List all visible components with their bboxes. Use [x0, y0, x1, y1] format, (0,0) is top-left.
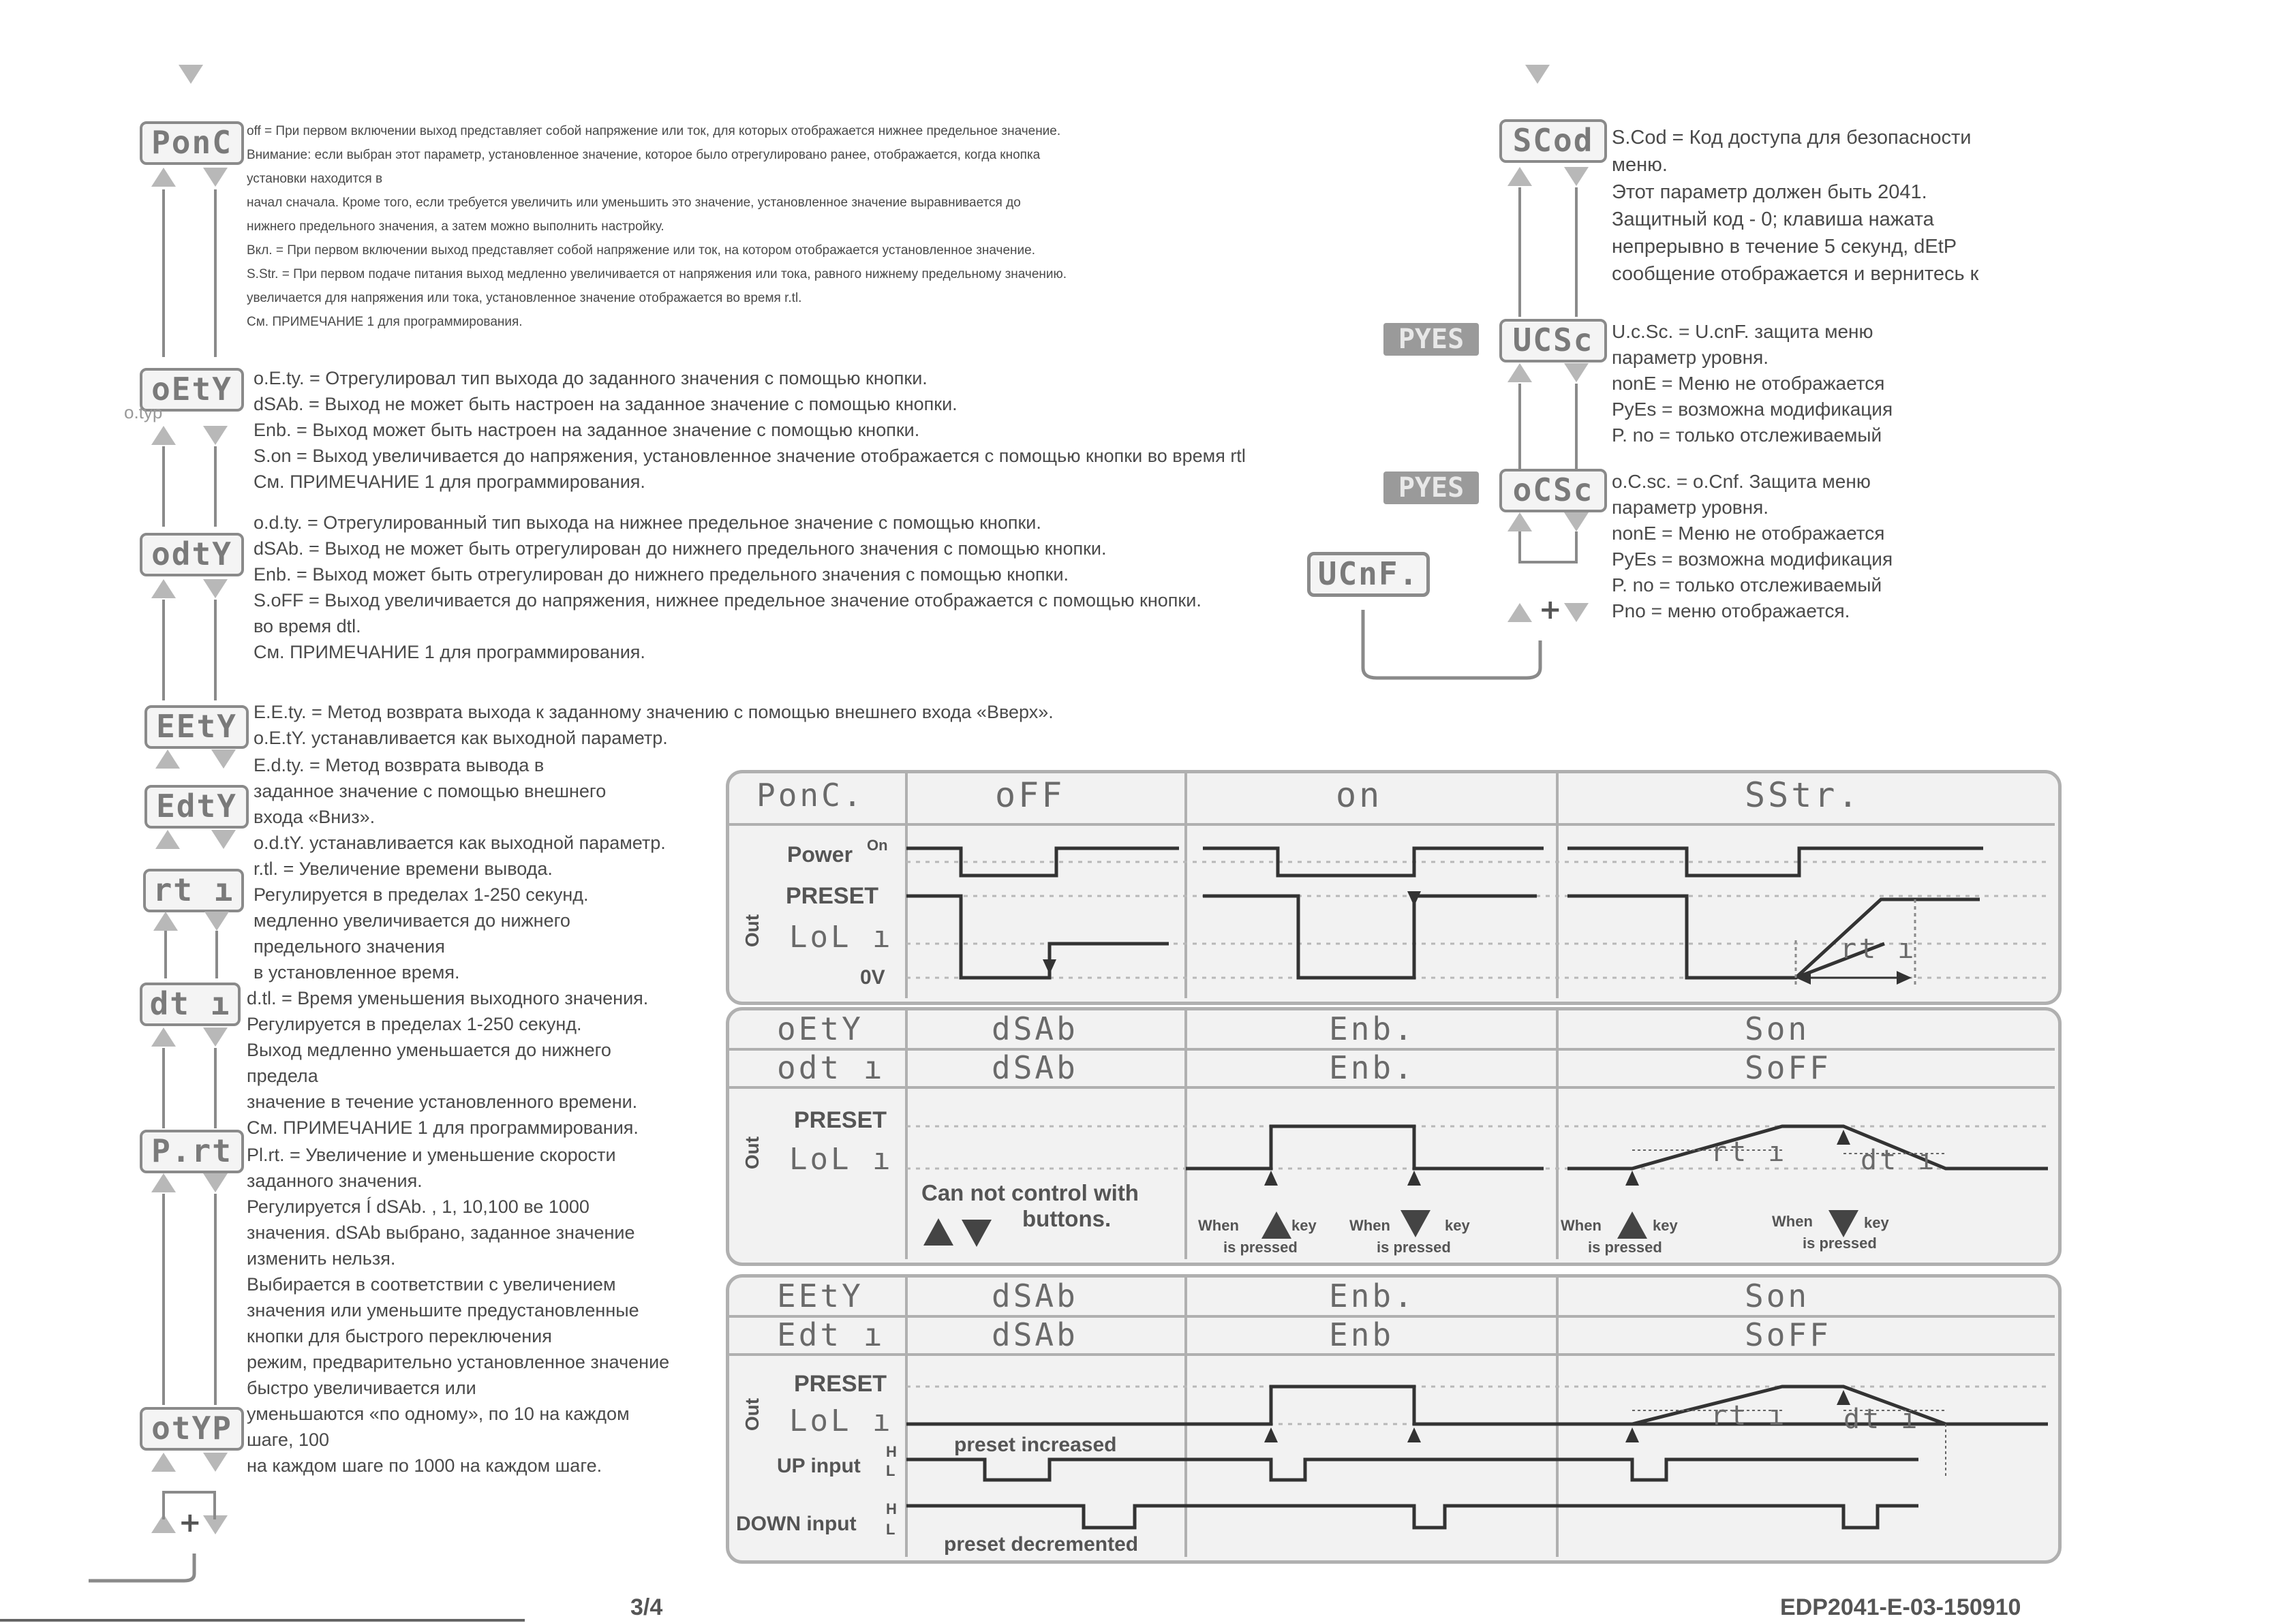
cannot-control-label: Can not control with	[921, 1180, 1139, 1205]
up-arrow-icon	[151, 1027, 176, 1047]
flow-line	[162, 1194, 165, 1405]
down-arrow-icon	[203, 579, 228, 598]
preset-increased-label: preset increased	[954, 1434, 1117, 1456]
rt-marker-label: rt ı	[1840, 933, 1917, 965]
out-axis-label: Out	[741, 914, 763, 948]
up-input-label: UP input	[777, 1455, 861, 1477]
flow-line	[1518, 384, 1521, 471]
up-arrow-icon	[1507, 363, 1532, 382]
rti-description: r.tl. = Увеличение времени вывода. Регулируется в пределах 1-250 секунд. медленно увеличивается до нижнего предельного значения в установленное время.	[254, 859, 589, 983]
flow-line	[215, 931, 218, 978]
preset-label: PRESET	[794, 1371, 887, 1397]
display-rti: rt ı	[143, 869, 244, 912]
lol-label: LoL ı	[789, 1142, 893, 1177]
page-number: 3/4	[630, 1594, 663, 1620]
low-label: L	[886, 1462, 896, 1479]
flow-line	[214, 446, 217, 527]
up-arrow-icon	[151, 168, 176, 187]
panel2-row1-c3: SoFF	[1745, 1049, 1831, 1086]
panel2-row0-c0: oEtY	[777, 1010, 863, 1047]
panel2-row0-c2: Enb.	[1329, 1010, 1415, 1047]
flow-line	[1575, 187, 1578, 317]
down-arrow-icon	[1564, 603, 1589, 622]
key-label: key	[1864, 1214, 1889, 1231]
panel3-row0-c0: EEtY	[777, 1278, 863, 1314]
when-label: When	[1772, 1213, 1813, 1230]
return-loop-line	[82, 1479, 286, 1588]
eety-description: E.E.ty. = Метод возврата выхода к заданному значению с помощью внешнего входа «Вверх». o.E.tY. устанавливается как выходной параметр.	[254, 702, 1054, 748]
display-ucnf: UCnF.	[1307, 552, 1430, 597]
preset-decremented-label: preset decremented	[944, 1533, 1139, 1556]
panel3-row0-c1: dSAb	[992, 1278, 1078, 1314]
return-loop-line	[1349, 610, 1567, 685]
out-axis-label: Out	[741, 1136, 763, 1170]
plus-icon: +	[179, 1507, 202, 1539]
panel3-row0-c3: Son	[1745, 1278, 1810, 1314]
odty-description: o.d.ty. = Отрегулированный тип выхода на нижнее предельное значение с помощью кнопки. dSAb. = Выход не может быть отрегулирован до нижнего предельного значения с помощью кнопки. Enb. = Выход может быть отрегулирован до нижнего предельного значения с помощью кнопки. S.oFF = Выход увеличивается до напряжения, нижнее предельное значение отображается с помощью кнопки. во время dtl. См. ПРИМЕЧАНИЕ 1 для программирования.	[254, 512, 1201, 662]
dti-description: d.tl. = Время уменьшения выходного значения. Регулируется в пределах 1-250 секунд. Выход медленно уменьшается до нижнего предела значение в течение установленного времени. См. ПРИМЕЧАНИЕ 1 для программирования.	[247, 988, 649, 1138]
panel2-row1-c1: dSAb	[992, 1049, 1078, 1086]
rt-marker-label: rt ı	[1711, 1137, 1788, 1168]
side-note: o.typ	[124, 402, 163, 422]
panel3-row1-c0: Edt ı	[777, 1316, 885, 1353]
key-label: key	[1445, 1217, 1470, 1234]
panel1-header-1: oFF	[995, 775, 1065, 815]
panel2-row1-c2: Enb.	[1329, 1049, 1415, 1086]
document-code: EDP2041-E-03-150910	[1780, 1594, 2021, 1620]
panel1-header-2: on	[1336, 775, 1383, 815]
lol-label: LoL ı	[789, 1404, 893, 1438]
display-pirt: P.rt	[140, 1130, 244, 1173]
display-ucsc: UCSc	[1499, 319, 1607, 362]
display-odty: odtY	[140, 533, 244, 576]
panel2-row0-c1: dSAb	[992, 1010, 1078, 1047]
edty-description: E.d.ty. = Метод возврата вывода в заданное значение с помощью внешнего входа «Вниз». o.d.tY. устанавливается как выходной параметр.	[254, 755, 666, 853]
ponc-timing-diagram	[726, 770, 2062, 1005]
lol-label: LoL ı	[789, 920, 893, 955]
preset-label: PRESET	[786, 883, 879, 909]
down-arrow-icon	[1564, 167, 1589, 186]
high-label: H	[886, 1500, 897, 1517]
flow-line	[162, 189, 165, 357]
display-ocsc: oCSc	[1499, 469, 1607, 512]
display-eety: EEtY	[144, 705, 249, 749]
pressed-label: is pressed	[1588, 1239, 1662, 1256]
key-label: key	[1291, 1217, 1317, 1234]
down-input-label: DOWN input	[736, 1513, 857, 1535]
flow-line	[214, 1194, 217, 1405]
high-label: H	[886, 1443, 897, 1460]
down-arrow-icon	[203, 1453, 228, 1472]
scod-description: S.Cod = Код доступа для безопасности меню. Этот параметр должен быть 2041. Защитный код - 0; клавиша нажата непрерывно в течение 5 секунд, dEtP сообщение отображается и вернитесь к	[1612, 127, 1979, 285]
flow-line	[214, 1048, 217, 1128]
panel1-header-3: SStr.	[1745, 775, 1861, 815]
up-arrow-icon	[153, 912, 178, 931]
footer-rule	[0, 1619, 525, 1622]
panel3-row1-c1: dSAb	[992, 1316, 1078, 1353]
down-arrow-icon	[203, 168, 228, 187]
flow-line	[164, 931, 167, 978]
preset-label: PRESET	[794, 1107, 887, 1133]
pressed-label: is pressed	[1377, 1239, 1451, 1256]
down-arrow-icon	[179, 65, 203, 84]
down-arrow-icon	[203, 426, 228, 445]
panel2-row0-c3: Son	[1745, 1010, 1810, 1047]
pyes-tag: PYES	[1383, 323, 1479, 356]
down-arrow-icon	[211, 830, 236, 849]
up-arrow-icon	[155, 749, 180, 769]
pirt-description: Pl.rt. = Увеличение и уменьшение скорости заданного значения. Регулируется Í dSAb. , 1, 10,100 ве 1000 значения. dSAb выбрано, заданное значение изменить нельзя. Выбирается в соответствии с увеличением значения или уменьшите предустановленные кнопки для быстрого переключения режим, предварительно установленное значение быстро увеличивается или уменьшаются «по одному», по 10 на каждом шаге, 100 на каждом шаге по 1000 на каждом шаге.	[247, 1145, 670, 1476]
dt-marker-label: dt ı	[1843, 1404, 1920, 1435]
up-arrow-icon	[151, 579, 176, 598]
down-arrow-icon	[211, 749, 236, 769]
rt-marker-label: rt ı	[1711, 1400, 1788, 1432]
dt-marker-label: dt ı	[1861, 1145, 1938, 1176]
when-label: When	[1561, 1217, 1602, 1234]
up-arrow-icon	[151, 1173, 176, 1192]
down-arrow-icon	[204, 912, 229, 931]
ucsc-description: U.c.Sc. = U.cnF. защита меню параметр уровня. nonE = Меню не отображается PyEs = возможна модификация P. no = только отслеживаемый	[1612, 321, 1893, 446]
up-arrow-icon	[151, 426, 176, 445]
flow-line	[1575, 384, 1578, 471]
ponc-description: off = При первом включении выход представляет собой напряжение или ток, для которых отображается нижнее предельное значение. Внимание: если выбран этот параметр, установленное значение, которое было отрегулировано ранее, отображается, когда кнопка установки находится в начал сначала. Кроме того, если требуется увеличить или уменьшить это значение, установленное значение выравнивается до нижнего предельного значения, а затем можно выполнить настройку. Вкл. = При первом включении выход представляет собой напряжение или ток, на котором отображается установленное значение. S.Str. = При первом подаче питания выход медленно увеличивается от напряжения или тока, равного нижнему предельному значению. увеличается для напряжения или тока, установленное значение отображается во время r.tl. См. ПРИМЕЧАНИЕ 1 для программирования.	[247, 124, 1067, 329]
display-ponc: PonC	[140, 121, 244, 165]
out-axis-label: Out	[741, 1397, 763, 1432]
display-scod: SCod	[1499, 119, 1607, 163]
panel3-row1-c3: SoFF	[1745, 1316, 1831, 1353]
display-dti: dt ı	[140, 983, 241, 1026]
on-label: On	[867, 837, 888, 854]
oety-description: o.E.ty. = Отрегулировал тип выхода до заданного значения с помощью кнопки. dSAb. = Выход не может быть настроен на заданное значение с помощью кнопки. Enb. = Выход может быть настроен на заданное значение с помощью кнопки. S.on = Выход увеличивается до напряжения, установленное значение отображается с помощью кнопки во время rtl См. ПРИМЕЧАНИЕ 1 для программирования.	[254, 368, 1246, 492]
flow-line	[162, 600, 165, 700]
low-label: L	[886, 1521, 896, 1538]
key-label: key	[1653, 1217, 1678, 1234]
flow-line	[162, 1048, 165, 1128]
up-arrow-icon	[155, 830, 180, 849]
pressed-label: is pressed	[1803, 1235, 1877, 1252]
flow-line	[1518, 187, 1521, 317]
flow-line	[162, 446, 165, 527]
when-label: When	[1198, 1217, 1239, 1234]
pyes-tag: PYES	[1383, 472, 1479, 504]
down-arrow-icon	[203, 1173, 228, 1192]
panel3-row0-c2: Enb.	[1329, 1278, 1415, 1314]
flow-line	[214, 189, 217, 357]
ocsc-description: o.C.sc. = o.Cnf. Защита меню параметр уровня. nonE = Меню не отображается PyEs = возможна модификация P. no = только отслеживаемый Pno = меню отображается.	[1612, 471, 1893, 621]
power-label: Power	[787, 842, 853, 867]
panel2-row1-c0: odt ı	[777, 1049, 885, 1086]
up-arrow-icon	[1507, 167, 1532, 186]
down-arrow-icon	[1564, 512, 1589, 531]
down-arrow-icon	[203, 1027, 228, 1047]
loop-line	[1499, 531, 1608, 572]
down-arrow-icon	[1564, 363, 1589, 382]
panel1-header-0: PonC.	[756, 777, 865, 814]
up-arrow-icon	[1507, 512, 1532, 531]
buttons-label: buttons.	[1022, 1206, 1112, 1231]
zero-volt-label: 0V	[860, 966, 885, 989]
down-arrow-icon	[1525, 65, 1550, 84]
panel3-row1-c2: Enb	[1329, 1316, 1394, 1353]
display-edty: EdtY	[144, 785, 249, 829]
display-oety: oEtY	[140, 368, 244, 412]
pressed-label: is pressed	[1223, 1239, 1298, 1256]
when-label: When	[1349, 1217, 1390, 1234]
up-arrow-icon	[151, 1453, 176, 1472]
plus-icon: +	[1539, 594, 1562, 625]
flow-line	[214, 600, 217, 700]
display-otyp: otYP	[140, 1407, 244, 1451]
